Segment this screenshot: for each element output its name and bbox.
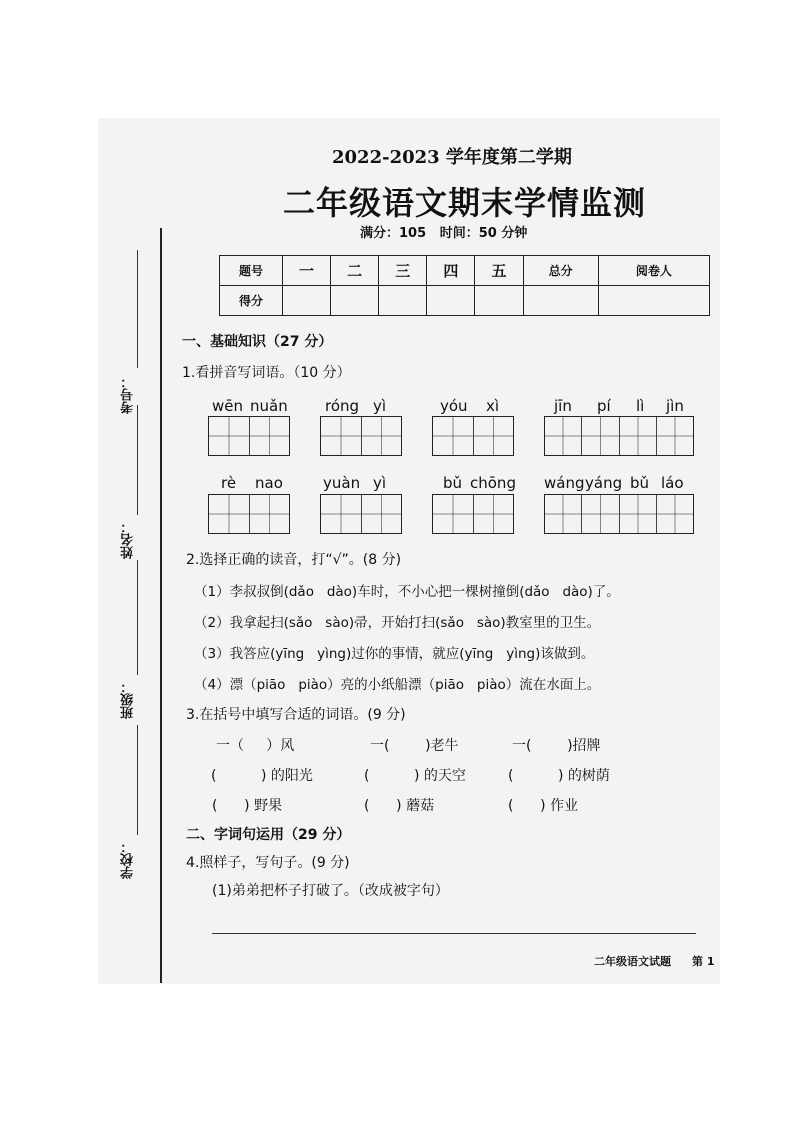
name-line <box>137 405 138 515</box>
score-col-2: 二 <box>331 256 379 286</box>
score-col-4: 四 <box>427 256 475 286</box>
q3-blank[interactable]: ( ) 野果 <box>212 798 283 814</box>
name-label: 姓名： <box>121 520 136 559</box>
pinyin: láo <box>661 474 684 492</box>
score-col-3: 三 <box>379 256 427 286</box>
pinyin: bǔ <box>443 474 463 492</box>
pinyin: yáng <box>585 474 623 492</box>
exam-meta: 满分：105 时间：50 分钟 <box>360 226 528 241</box>
q3-blank[interactable]: 一（ ）风 <box>216 738 295 754</box>
score-col-total: 总分 <box>523 256 598 286</box>
q3-blank[interactable]: ( ) 作业 <box>508 798 579 814</box>
score-cell[interactable] <box>379 286 427 316</box>
pinyin: rè <box>221 474 237 492</box>
score-cell[interactable] <box>523 286 598 316</box>
tianzige-grid[interactable] <box>544 416 694 456</box>
score-col-grader: 阅卷人 <box>598 256 709 286</box>
q3-blank[interactable]: ( ) 的天空 <box>364 768 466 784</box>
score-table <box>219 255 710 316</box>
pinyin: pí <box>597 397 611 415</box>
pinyin: yì <box>373 397 387 415</box>
pinyin: lì <box>636 397 645 415</box>
q4-prompt: 4.照样子，写句子。(9 分) <box>186 855 350 871</box>
score-cell[interactable] <box>283 286 331 316</box>
footer-subject: 二年级语文试题 <box>594 955 671 968</box>
school-label: 学校： <box>121 840 136 879</box>
school-line <box>137 725 138 835</box>
pinyin: wēn <box>212 397 244 415</box>
q3-prompt: 3.在括号中填写合适的词语。(9 分) <box>186 707 406 723</box>
q2-item: （3）我答应(yīng yìng)过你的事情，就应(yīng yìng)该做到。 <box>194 646 595 662</box>
score-col-label: 题号 <box>220 256 283 286</box>
class-line <box>137 560 138 675</box>
q3-blank[interactable]: ( ) 蘑菇 <box>364 798 435 814</box>
pinyin: yì <box>373 474 387 492</box>
q2-item: （2）我拿起扫(sǎo sào)帚，开始打扫(sǎo sào)教室里的卫生。 <box>194 615 601 631</box>
footer-page: 第 1 <box>692 955 715 968</box>
pinyin: róng <box>325 397 360 415</box>
pinyin: chōng <box>470 474 516 492</box>
q1-prompt: 1.看拼音写词语。（10 分） <box>182 365 351 381</box>
score-cell[interactable] <box>427 286 475 316</box>
pinyin: bǔ <box>630 474 650 492</box>
tianzige-grid[interactable] <box>432 416 514 456</box>
pinyin: jīn <box>554 397 572 415</box>
q2-prompt: 2.选择正确的读音，打“√”。(8 分) <box>186 552 402 568</box>
score-col-1: 一 <box>283 256 331 286</box>
score-row-label: 得分 <box>220 286 283 316</box>
q3-blank[interactable]: ( ) 的阳光 <box>211 768 313 784</box>
pinyin: nao <box>255 474 283 492</box>
exam-year: 2022-2023 学年度第二学期 <box>332 147 572 168</box>
pinyin: yuàn <box>323 474 361 492</box>
tianzige-grid[interactable] <box>320 416 402 456</box>
tianzige-grid[interactable] <box>208 416 290 456</box>
pinyin: yóu <box>440 397 468 415</box>
pinyin: nuǎn <box>250 397 288 415</box>
score-col-5: 五 <box>475 256 523 286</box>
answer-line <box>212 933 696 934</box>
exam-no-label: 考号： <box>121 375 136 414</box>
score-cell[interactable] <box>598 286 709 316</box>
section2-title: 二、字词句运用（29 分） <box>186 827 351 843</box>
q2-item: （1）李叔叔倒(dǎo dào)车时，不小心把一棵树撞倒(dǎo dào)了。 <box>194 584 620 600</box>
tianzige-grid[interactable] <box>208 494 290 534</box>
tianzige-grid[interactable] <box>320 494 402 534</box>
score-cell[interactable] <box>331 286 379 316</box>
q2-item: （4）漂（piāo piào）亮的小纸船漂（piāo piào）流在水面上。 <box>194 677 601 693</box>
binding-line <box>160 228 162 983</box>
exam-title: 二年级语文期末学情监测 <box>283 184 647 222</box>
class-label: 班级： <box>121 680 136 719</box>
q3-blank[interactable]: 一( )招牌 <box>512 738 601 754</box>
tianzige-grid[interactable] <box>432 494 514 534</box>
exam-no-line <box>137 250 138 368</box>
pinyin: xì <box>486 397 500 415</box>
pinyin: jìn <box>666 397 684 415</box>
tianzige-grid[interactable] <box>544 494 694 534</box>
pinyin: wáng <box>544 474 585 492</box>
q3-blank[interactable]: ( ) 的树荫 <box>508 768 610 784</box>
q3-blank[interactable]: 一( )老牛 <box>370 738 459 754</box>
q4-item: (1)弟弟把杯子打破了。（改成被字句） <box>212 883 449 899</box>
score-cell[interactable] <box>475 286 523 316</box>
section1-title: 一、基础知识（27 分） <box>182 334 333 350</box>
